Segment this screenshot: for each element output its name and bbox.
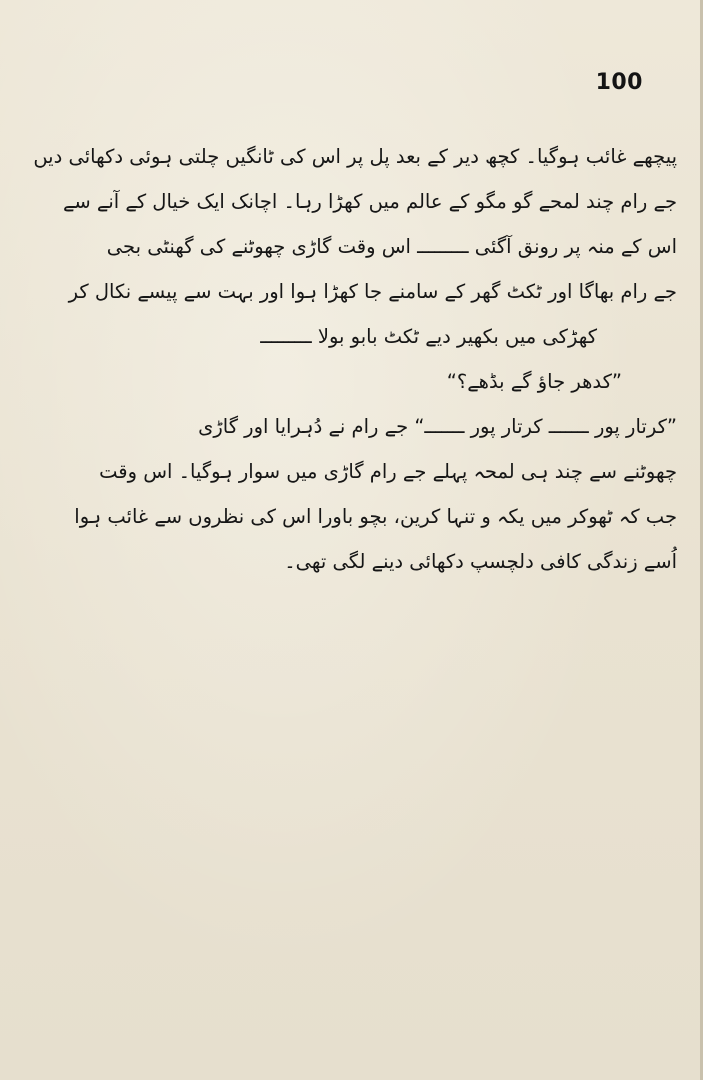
dialogue-line: ”کرتار پور ـــــــ کرتار پور ـــــــ“ جے رام نے دُہرایا اور گاڑی bbox=[198, 415, 677, 438]
text-line: جب کہ ٹھوکر میں یکہ و تنہا کرین، بچو باورا اس کی نظروں سے غائب ہوا bbox=[74, 505, 677, 528]
text-line: پیچھے غائب ہوگیا۔ کچھ دیر کے بعد پل پر اس کی ٹانگیں چلتی ہوئی دکھائی دیں bbox=[33, 145, 677, 168]
text-line: کھڑکی میں بکھیر دیے ٹکٹ بابو بولا ـــــــــ bbox=[260, 325, 597, 348]
dialogue-line: ”کدھر جاؤ گے بڈھے؟“ bbox=[446, 370, 622, 393]
body-text bbox=[22, 134, 677, 584]
text-line: جے رام بھاگا اور ٹکٹ گھر کے سامنے جا کھڑا ہوا اور بہت سے پیسے نکال کر bbox=[68, 280, 677, 303]
text-line: اس کے منہ پر رونق آگئی ـــــــــ اس وقت گاڑی چھوٹنے کی گھنٹی بجی bbox=[106, 235, 677, 258]
text-line: چھوٹنے سے چند ہی لمحہ پہلے جے رام گاڑی میں سوار ہوگیا۔ اس وقت bbox=[99, 460, 677, 483]
text-line: جے رام چند لمحے گو مگو کے عالم میں کھڑا رہا۔ اچانک ایک خیال کے آنے سے bbox=[62, 190, 677, 213]
page-number: 100 bbox=[595, 70, 643, 95]
text-line: اُسے زندگی کافی دلچسپ دکھائی دینے لگی تھی۔ bbox=[284, 550, 677, 573]
